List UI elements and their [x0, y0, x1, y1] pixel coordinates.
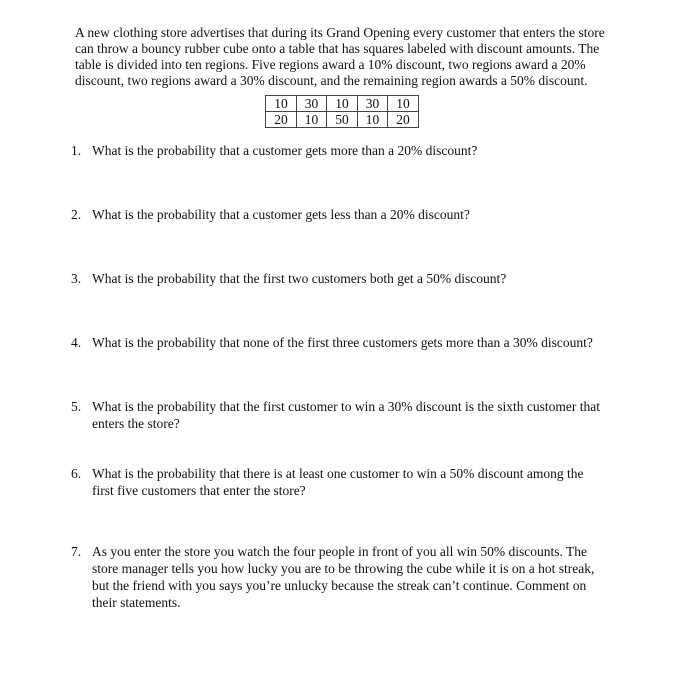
question-item-3	[71, 270, 608, 287]
question-text: As you enter the store you watch the four people in front of you all win 50% discounts. The store manager tells you how lucky you are to be throwing the cube while it is on a hot streak, but the friend with you says you’re unlucky because the streak can’t continue. Comment on their statements.	[92, 544, 595, 610]
question-list	[71, 142, 608, 611]
question-item-4	[71, 334, 608, 351]
discount-table	[265, 95, 419, 128]
question-text: What is the probability that the first customer to win a 30% discount is the sixth customer that enters the store?	[92, 399, 601, 431]
discount-table-row	[266, 112, 419, 128]
discount-cell: 50	[327, 112, 358, 128]
question-item-2	[71, 206, 608, 223]
question-item-1	[71, 142, 608, 159]
question-text: What is the probability that the first two customers both get a 50% discount?	[92, 271, 507, 286]
discount-cell: 10	[357, 112, 388, 128]
question-text: What is the probability that there is at least one customer to win a 50% discount among the first five customers that enter the store?	[92, 466, 584, 498]
discount-cell: 20	[266, 112, 297, 128]
question-item-7	[71, 543, 608, 611]
discount-table-row	[266, 96, 419, 112]
discount-cell: 30	[296, 96, 327, 112]
question-item-6	[71, 465, 608, 499]
question-text: What is the probability that a customer gets more than a 20% discount?	[92, 143, 478, 158]
question-number: 1.	[71, 143, 82, 158]
question-number: 4.	[71, 335, 82, 350]
question-number: 3.	[71, 271, 82, 286]
question-number: 5.	[71, 399, 82, 414]
discount-table-container	[75, 95, 609, 128]
question-text: What is the probability that a customer gets less than a 20% discount?	[92, 207, 470, 222]
question-number: 2.	[71, 207, 82, 222]
discount-cell: 10	[266, 96, 297, 112]
question-number: 7.	[71, 544, 82, 559]
discount-cell: 10	[327, 96, 358, 112]
question-text: What is the probability that none of the first three customers gets more than a 30% discount?	[92, 335, 593, 350]
discount-cell: 10	[296, 112, 327, 128]
intro-paragraph: A new clothing store advertises that during its Grand Opening every customer that enters the store can throw a bouncy rubber cube onto a table that has squares labeled with discount amounts. The table is divided into ten regions. Five regions award a 10% discount, two regions award a 20% discount, two regions award a 30% discount, and the remaining region awards a 50% discount.	[75, 25, 605, 88]
question-number: 6.	[71, 466, 82, 481]
discount-cell: 10	[388, 96, 419, 112]
discount-cell: 20	[388, 112, 419, 128]
question-item-5	[71, 398, 608, 432]
discount-cell: 30	[357, 96, 388, 112]
